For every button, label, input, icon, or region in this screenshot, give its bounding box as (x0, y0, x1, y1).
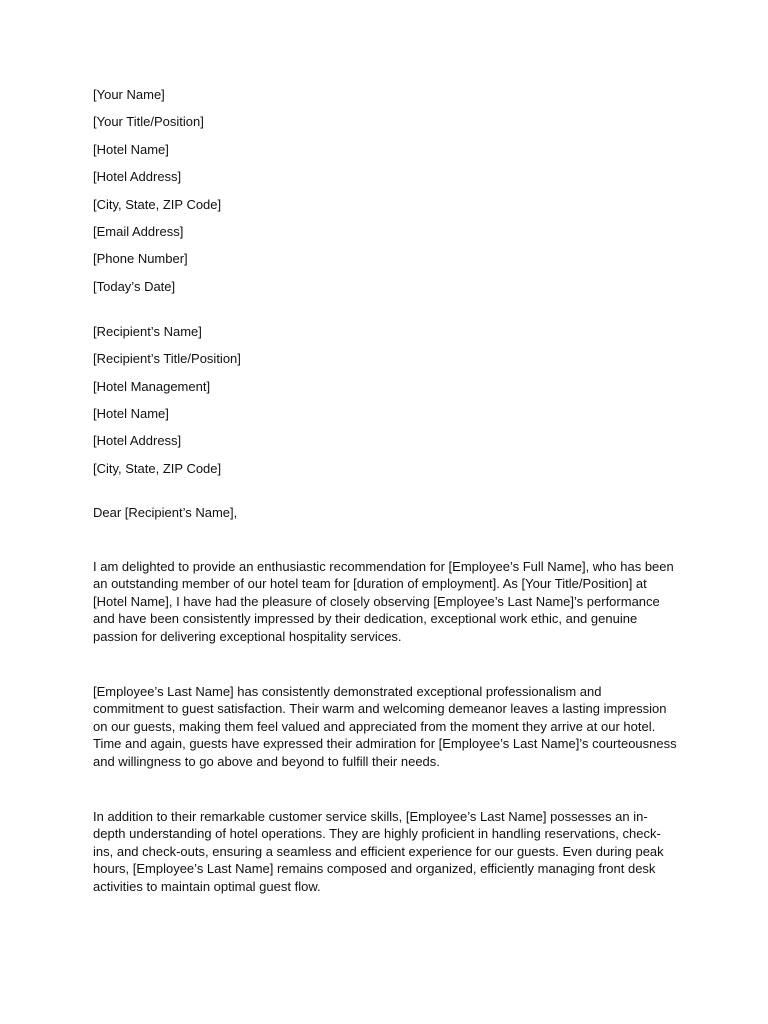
recipient-name: [Recipient’s Name] (93, 323, 202, 339)
paragraph-line: [Employee’s Last Name] has consistently demonstrated exceptional professionalism and (93, 683, 602, 699)
paragraph-line: [Hotel Name], I have had the pleasure of closely observing [Employee’s Last Name]’s performance (93, 593, 660, 609)
recipient-management: [Hotel Management] (93, 378, 211, 394)
paragraph-line: Time and again, guests have expressed their admiration for [Employee’s Last Name]’s courteousness (93, 736, 677, 752)
paragraph-line: commitment to guest satisfaction. Their warm and welcoming demeanor leaves a lasting impression (93, 701, 667, 717)
paragraph-line: and have been consistently impressed by their dedication, exceptional work ethic, and genuine (93, 611, 638, 627)
paragraph-line: ins, and check-outs, ensuring a seamless and efficient experience for our guests. Even during peak (93, 843, 664, 859)
sender-hotel-name: [Hotel Name] (93, 141, 169, 157)
recipient-hotel-name: [Hotel Name] (93, 405, 169, 421)
paragraph-line: and willingness to go above and beyond to fulfill their needs. (93, 754, 440, 770)
paragraph-professionalism (93, 683, 683, 771)
recipient-block (93, 323, 683, 477)
paragraph-line: I am delighted to provide an enthusiastic recommendation for [Employee’s Full Name], who has been (93, 558, 674, 574)
paragraph-line: hours, [Employee’s Last Name] remains composed and organized, efficiently managing front desk (93, 861, 656, 877)
paragraph-line: an outstanding member of our hotel team for [duration of employment]. As [Your Title/Position] at (93, 576, 647, 592)
paragraph-line: on our guests, making them feel valued and appreciated from the moment they arrive at our hotel. (93, 718, 656, 734)
paragraph-introduction (93, 558, 683, 646)
sender-block (93, 86, 683, 295)
paragraph-line: passion for delivering exceptional hospitality services. (93, 629, 402, 645)
letter-page (93, 86, 683, 896)
sender-city-state-zip: [City, State, ZIP Code] (93, 196, 222, 212)
sender-name: [Your Name] (93, 87, 165, 102)
sender-title: [Your Title/Position] (93, 114, 204, 130)
sender-phone: [Phone Number] (93, 251, 188, 267)
recipient-title: [Recipient’s Title/Position] (93, 351, 241, 367)
sender-hotel-address: [Hotel Address] (93, 169, 182, 185)
paragraph-line: activities to maintain optimal guest flow. (93, 879, 321, 894)
salutation: Dear [Recipient’s Name], (93, 504, 238, 520)
recipient-city-state-zip: [City, State, ZIP Code] (93, 460, 222, 476)
sender-email: [Email Address] (93, 223, 184, 239)
paragraph-line: In addition to their remarkable customer service skills, [Employee’s Last Name] possesses an in- (93, 808, 648, 824)
paragraph-line: depth understanding of hotel operations. They are highly proficient in handling reservations, check- (93, 826, 661, 842)
sender-date: [Today’s Date] (93, 278, 176, 294)
recipient-hotel-address: [Hotel Address] (93, 433, 182, 449)
paragraph-operations (93, 808, 683, 896)
